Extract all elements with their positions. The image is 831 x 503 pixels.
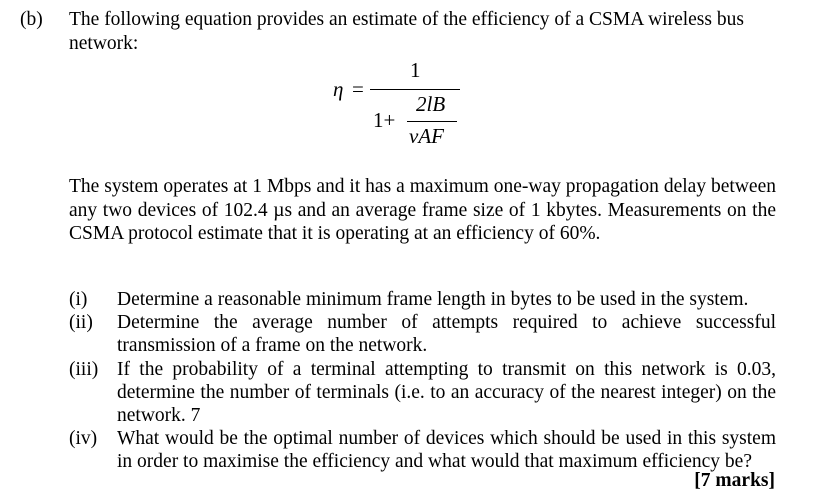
intro-text: The following equation provides an estimate of the efficiency of a CSMA wireless bus network:: [69, 9, 744, 54]
equation-main-fraction-bar: [370, 89, 460, 90]
sub-question-text: What would be the optimal number of devices which should be used in this system in order to maximise the efficiency and what would that maximum efficiency be?: [117, 428, 776, 473]
efficiency-equation: [330, 56, 470, 156]
sub-question-item: [69, 427, 776, 473]
equation-sub-denominator: vAF: [409, 124, 444, 148]
part-label: (b): [20, 9, 43, 30]
sub-question-item: [69, 288, 776, 311]
sub-question-text: If the probability of a terminal attempting to transmit on this network is 0.03, determine the number of terminals (i.e. to an accuracy of the nearest integer) on the network. 7: [117, 358, 776, 427]
equation-sub-fraction-bar: [407, 121, 457, 122]
sub-question-item: [69, 358, 776, 428]
equation-numerator: 1: [410, 58, 421, 82]
equation-sub-numerator: 2lB: [416, 92, 446, 116]
sub-question-text: Determine the average number of attempts required to achieve successful transmission of a frame on the network.: [117, 312, 776, 357]
sub-question-text: Determine a reasonable minimum frame length in bytes to be used in the system.: [117, 289, 749, 310]
sub-question-item: [69, 311, 776, 357]
system-description-paragraph: The system operates at 1 Mbps and it has a maximum one-way propagation delay between any two devices of 102.4 µs and an average frame size of 1 kbytes. Measurements on the CSMA protocol estimate that it is operating at an efficiency of 60%.: [69, 176, 776, 244]
equation-equals: =: [352, 77, 364, 101]
sub-question-number: (ii): [69, 312, 93, 334]
sub-question-number: (i): [69, 289, 88, 310]
marks-label: [7 marks]: [694, 470, 775, 491]
sub-question-number: (iv): [69, 428, 98, 450]
equation-one-plus: 1+: [373, 108, 396, 132]
equation-eta: η: [333, 77, 344, 101]
sub-question-number: (iii): [69, 358, 99, 380]
sub-question-list: [69, 288, 776, 474]
